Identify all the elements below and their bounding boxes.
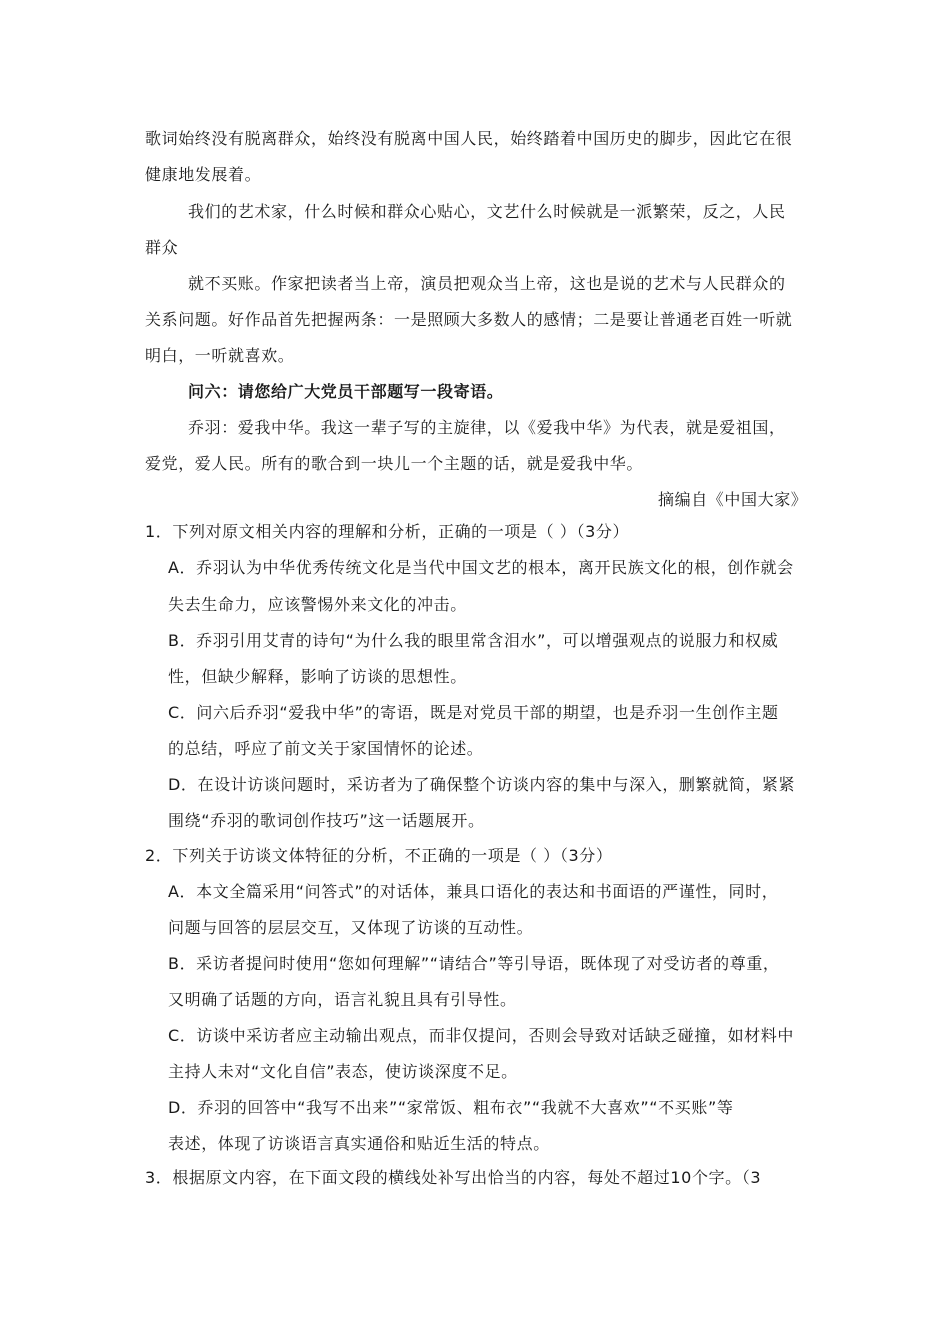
source-citation: 摘编自《中国大家》 — [658, 490, 808, 509]
question-1-option-d-cont: 围绕“乔羽的歌词创作技巧”这一话题展开。 — [168, 811, 485, 830]
article-text-line: 明白，一听就喜欢。 — [145, 346, 295, 365]
article-text-line: 健康地发展着。 — [145, 165, 262, 184]
question-2-option-c: C．访谈中采访者应主动输出观点，而非仅提问，否则会导致对话缺乏碰撞，如材料中 — [168, 1026, 794, 1045]
question-1-option-a: A．乔羽认为中华优秀传统文化是当代中国文艺的根本，离开民族文化的根，创作就会 — [168, 558, 794, 577]
question-2-option-d-cont: 表述，体现了访谈语言真实通俗和贴近生活的特点。 — [168, 1134, 550, 1153]
question-1-option-c-cont: 的总结，呼应了前文关于家国情怀的论述。 — [168, 739, 484, 758]
article-text-line: 就不买账。作家把读者当上帝，演员把观众当上帝，这也是说的艺术与人民群众的 — [188, 274, 786, 293]
question-1-option-d: D．在设计访谈问题时，采访者为了确保整个访谈内容的集中与深入，删繁就简，紧紧 — [168, 775, 796, 794]
question-1-stem: 1．下列对原文相关内容的理解和分析，正确的一项是（ ）（3分） — [145, 522, 630, 541]
question-3-stem: 3．根据原文内容，在下面文段的横线处补写出恰当的内容，每处不超过10个字。（3 — [145, 1168, 762, 1187]
article-text-line: 群众 — [145, 238, 179, 257]
article-text-line: 歌词始终没有脱离群众，始终没有脱离中国人民，始终踏着中国历史的脚步，因此它在很 — [145, 129, 793, 148]
article-text-line: 爱党，爱人民。所有的歌合到一块儿一个主题的话，就是爱我中华。 — [145, 454, 644, 473]
question-2-stem: 2．下列关于访谈文体特征的分析，不正确的一项是（ ）（3分） — [145, 846, 613, 865]
question-2-option-c-cont: 主持人未对“文化自信”表态，使访谈深度不足。 — [168, 1062, 518, 1081]
interview-question-heading: 问六：请您给广大党员干部题写一段寄语。 — [188, 382, 504, 401]
question-2-option-a-cont: 问题与回答的层层交互，又体现了访谈的互动性。 — [168, 918, 534, 937]
article-text-line: 我们的艺术家，什么时候和群众心贴心，文艺什么时候就是一派繁荣，反之，人民 — [188, 202, 786, 221]
question-1-option-b: B．乔羽引用艾青的诗句“为什么我的眼里常含泪水”，可以增强观点的说服力和权威 — [168, 631, 779, 650]
question-2-option-b-cont: 又明确了话题的方向，语言礼貌且具有引导性。 — [168, 990, 517, 1009]
question-1-option-a-cont: 失去生命力，应该警惕外来文化的冲击。 — [168, 595, 467, 614]
question-2-option-b: B．采访者提问时使用“您如何理解”“请结合”等引导语，既体现了对受访者的尊重， — [168, 954, 780, 973]
question-1-option-b-cont: 性，但缺少解释，影响了访谈的思想性。 — [168, 667, 467, 686]
question-2-option-d: D．乔羽的回答中“我写不出来”“家常饭、粗布衣”“我就不大喜欢”“不买账”等 — [168, 1098, 734, 1117]
question-1-option-c: C．问六后乔羽“爱我中华”的寄语，既是对党员干部的期望，也是乔羽一生创作主题 — [168, 703, 779, 722]
article-text-line: 关系问题。好作品首先把握两条：一是照顾大多数人的感情；二是要让普通老百姓一听就 — [145, 310, 793, 329]
question-2-option-a: A．本文全篇采用“问答式”的对话体，兼具口语化的表达和书面语的严谨性，同时， — [168, 882, 779, 901]
article-text-line: 乔羽：爱我中华。我这一辈子写的主旋律，以《爱我中华》为代表，就是爱祖国， — [188, 418, 786, 437]
